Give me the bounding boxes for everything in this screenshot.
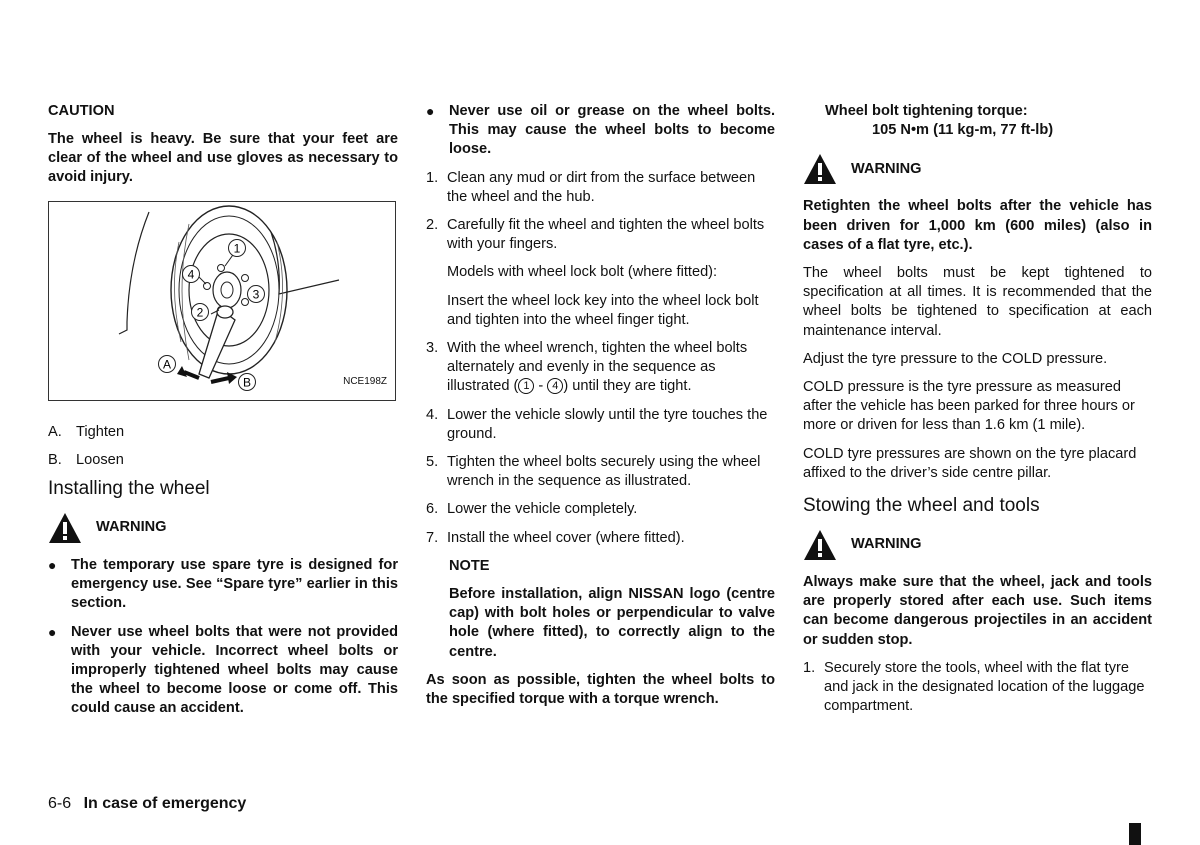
step-number: 3.: [426, 340, 439, 357]
column-right: [803, 102, 1152, 725]
step-number: 2.: [426, 217, 439, 234]
step-number: 7.: [426, 529, 439, 546]
legend-key: B.: [48, 451, 62, 468]
step-text: Lower the vehicle completely.: [447, 501, 638, 518]
section-title-installing: Installing the wheel: [48, 478, 210, 500]
legend-item: [48, 423, 398, 442]
step-text-a: With the wheel wrench, tighten the wheel bolts alternately and evenly in the sequence as illustrated (: [447, 340, 748, 395]
step-text: Install the wheel cover (where fitted).: [447, 529, 685, 546]
list-item: [426, 102, 775, 160]
step-item: [426, 216, 775, 254]
step-item: [426, 406, 775, 444]
callout-4-label: 4: [187, 267, 195, 282]
warning-header: [48, 511, 398, 545]
paragraph: Adjust the tyre pressure to the COLD pressure.: [803, 350, 1108, 367]
column-left: [48, 102, 398, 728]
callout-B-label: B: [242, 375, 252, 390]
step-number: 6.: [426, 501, 439, 518]
paragraph: COLD pressure is the tyre pressure as measured after the vehicle has been parked for three hours or more or driven for less than 1.6 km (1 mile).: [803, 379, 1135, 434]
step-text: Securely store the tools, wheel with the flat tyre and jack in the designated location of the luggage compartment.: [824, 659, 1145, 715]
step-item: [426, 339, 775, 397]
callout-2-label: 2: [196, 305, 204, 320]
callout-3-label: 3: [252, 287, 260, 302]
legend-text: Loosen: [76, 451, 124, 468]
bullet-icon: ●: [426, 103, 435, 119]
warning-text: Retighten the wheel bolts after the vehicle has been driven for 1,000 km (600 miles) (also in cases of a flat tyre, etc.).: [803, 198, 1152, 253]
step-text: Tighten the wheel bolts securely using the wheel wrench in the sequence as illustrated.: [447, 454, 761, 490]
bullet-text: Never use wheel bolts that were not provided with your vehicle. Incorrect wheel bolts or improperly tightened wheel bolts may cause the wheel to become loose or come off. This could cause an accident.: [71, 623, 398, 717]
step-item: [803, 659, 1152, 717]
legend-item: [48, 451, 398, 470]
chapter-title: In case of emergency: [83, 795, 247, 812]
step-number: 1.: [426, 169, 439, 186]
warning-icon: [803, 529, 837, 561]
step-text: Carefully fit the wheel and tighten the wheel bolts with your fingers.: [447, 217, 765, 253]
warning-label: WARNING: [96, 519, 167, 536]
paragraph: The wheel bolts must be kept tightened to specification at all times. It is recommended that the wheel bolts be tightened to specification at each maintenance interval.: [803, 265, 1152, 339]
torque-heading: Wheel bolt tightening torque:: [825, 103, 1028, 119]
list-item: [48, 623, 398, 719]
step-number: 4.: [426, 406, 439, 423]
warning-icon: [48, 512, 82, 544]
step-item: [426, 529, 775, 548]
step-text: Clean any mud or dirt from the surface between the wheel and the hub.: [447, 169, 756, 205]
step-item: [426, 169, 775, 207]
step-number: 1.: [803, 659, 816, 676]
section-title-stowing: Stowing the wheel and tools: [803, 495, 1040, 517]
wheel-figure: [48, 201, 396, 401]
warning-header: [803, 528, 1152, 562]
circled-number: 1: [518, 378, 534, 394]
caution-title: CAUTION: [48, 103, 115, 119]
bullet-icon: ●: [48, 623, 57, 640]
final-instruction: As soon as possible, tighten the wheel bolts to the specified torque with a torque wrench.: [426, 671, 775, 708]
models-lock-text: Models with wheel lock bolt (where fitted):: [447, 264, 718, 281]
paragraph: COLD tyre pressures are shown on the tyre placard affixed to the driver’s side centre pillar.: [803, 445, 1137, 481]
note-title: NOTE: [449, 557, 490, 574]
step-text: Lower the vehicle slowly until the tyre touches the ground.: [447, 406, 768, 442]
insert-lock-text: Insert the wheel lock key into the wheel lock bolt and tighten into the wheel finger tight.: [447, 292, 759, 328]
torque-value: 105 N•m (11 kg-m, 77 ft-lb): [872, 122, 1054, 139]
warning-text: Always make sure that the wheel, jack and tools are properly stored after each use. Such items can become dangerous projectiles in an accident or sudden stop.: [803, 574, 1152, 648]
warning-header: [803, 152, 1152, 186]
step-text-b: ) until they are tight.: [563, 378, 692, 395]
bullet-text: Never use oil or grease on the wheel bolts. This may cause the wheel bolts to become loose.: [449, 103, 775, 158]
circled-number: 4: [547, 378, 563, 394]
step-item: [426, 500, 775, 519]
step-item: [426, 453, 775, 491]
warning-icon: [803, 153, 837, 185]
bullet-icon: ●: [48, 557, 57, 574]
page-footer: [48, 795, 246, 813]
note-text: Before installation, align NISSAN logo (centre cap) with bolt holes or perpendicular to valve hole (where fitted), to correctly align to the centre.: [449, 586, 775, 660]
legend-key: A.: [48, 423, 62, 440]
page-number: 6-6: [48, 795, 72, 812]
legend-text: Tighten: [76, 423, 125, 440]
warning-label: WARNING: [851, 536, 922, 553]
caution-text: The wheel is heavy. Be sure that your feet are clear of the wheel and use gloves as necessary to avoid injury.: [48, 131, 398, 186]
column-middle: [426, 102, 775, 709]
callout-1-label: 1: [233, 241, 241, 256]
step-text: [447, 339, 775, 397]
callout-A-label: A: [162, 357, 172, 372]
warning-label: WARNING: [851, 160, 922, 177]
figure-code: NCE198Z: [343, 376, 387, 388]
wheel-illustration: [49, 202, 395, 400]
bullet-text: The temporary use spare tyre is designed for emergency use. See “Spare tyre” earlier in this section.: [71, 557, 398, 612]
step-dash: -: [534, 378, 548, 395]
step-number: 5.: [426, 454, 439, 471]
section-tab-marker: [1129, 823, 1141, 845]
list-item: [48, 556, 398, 614]
